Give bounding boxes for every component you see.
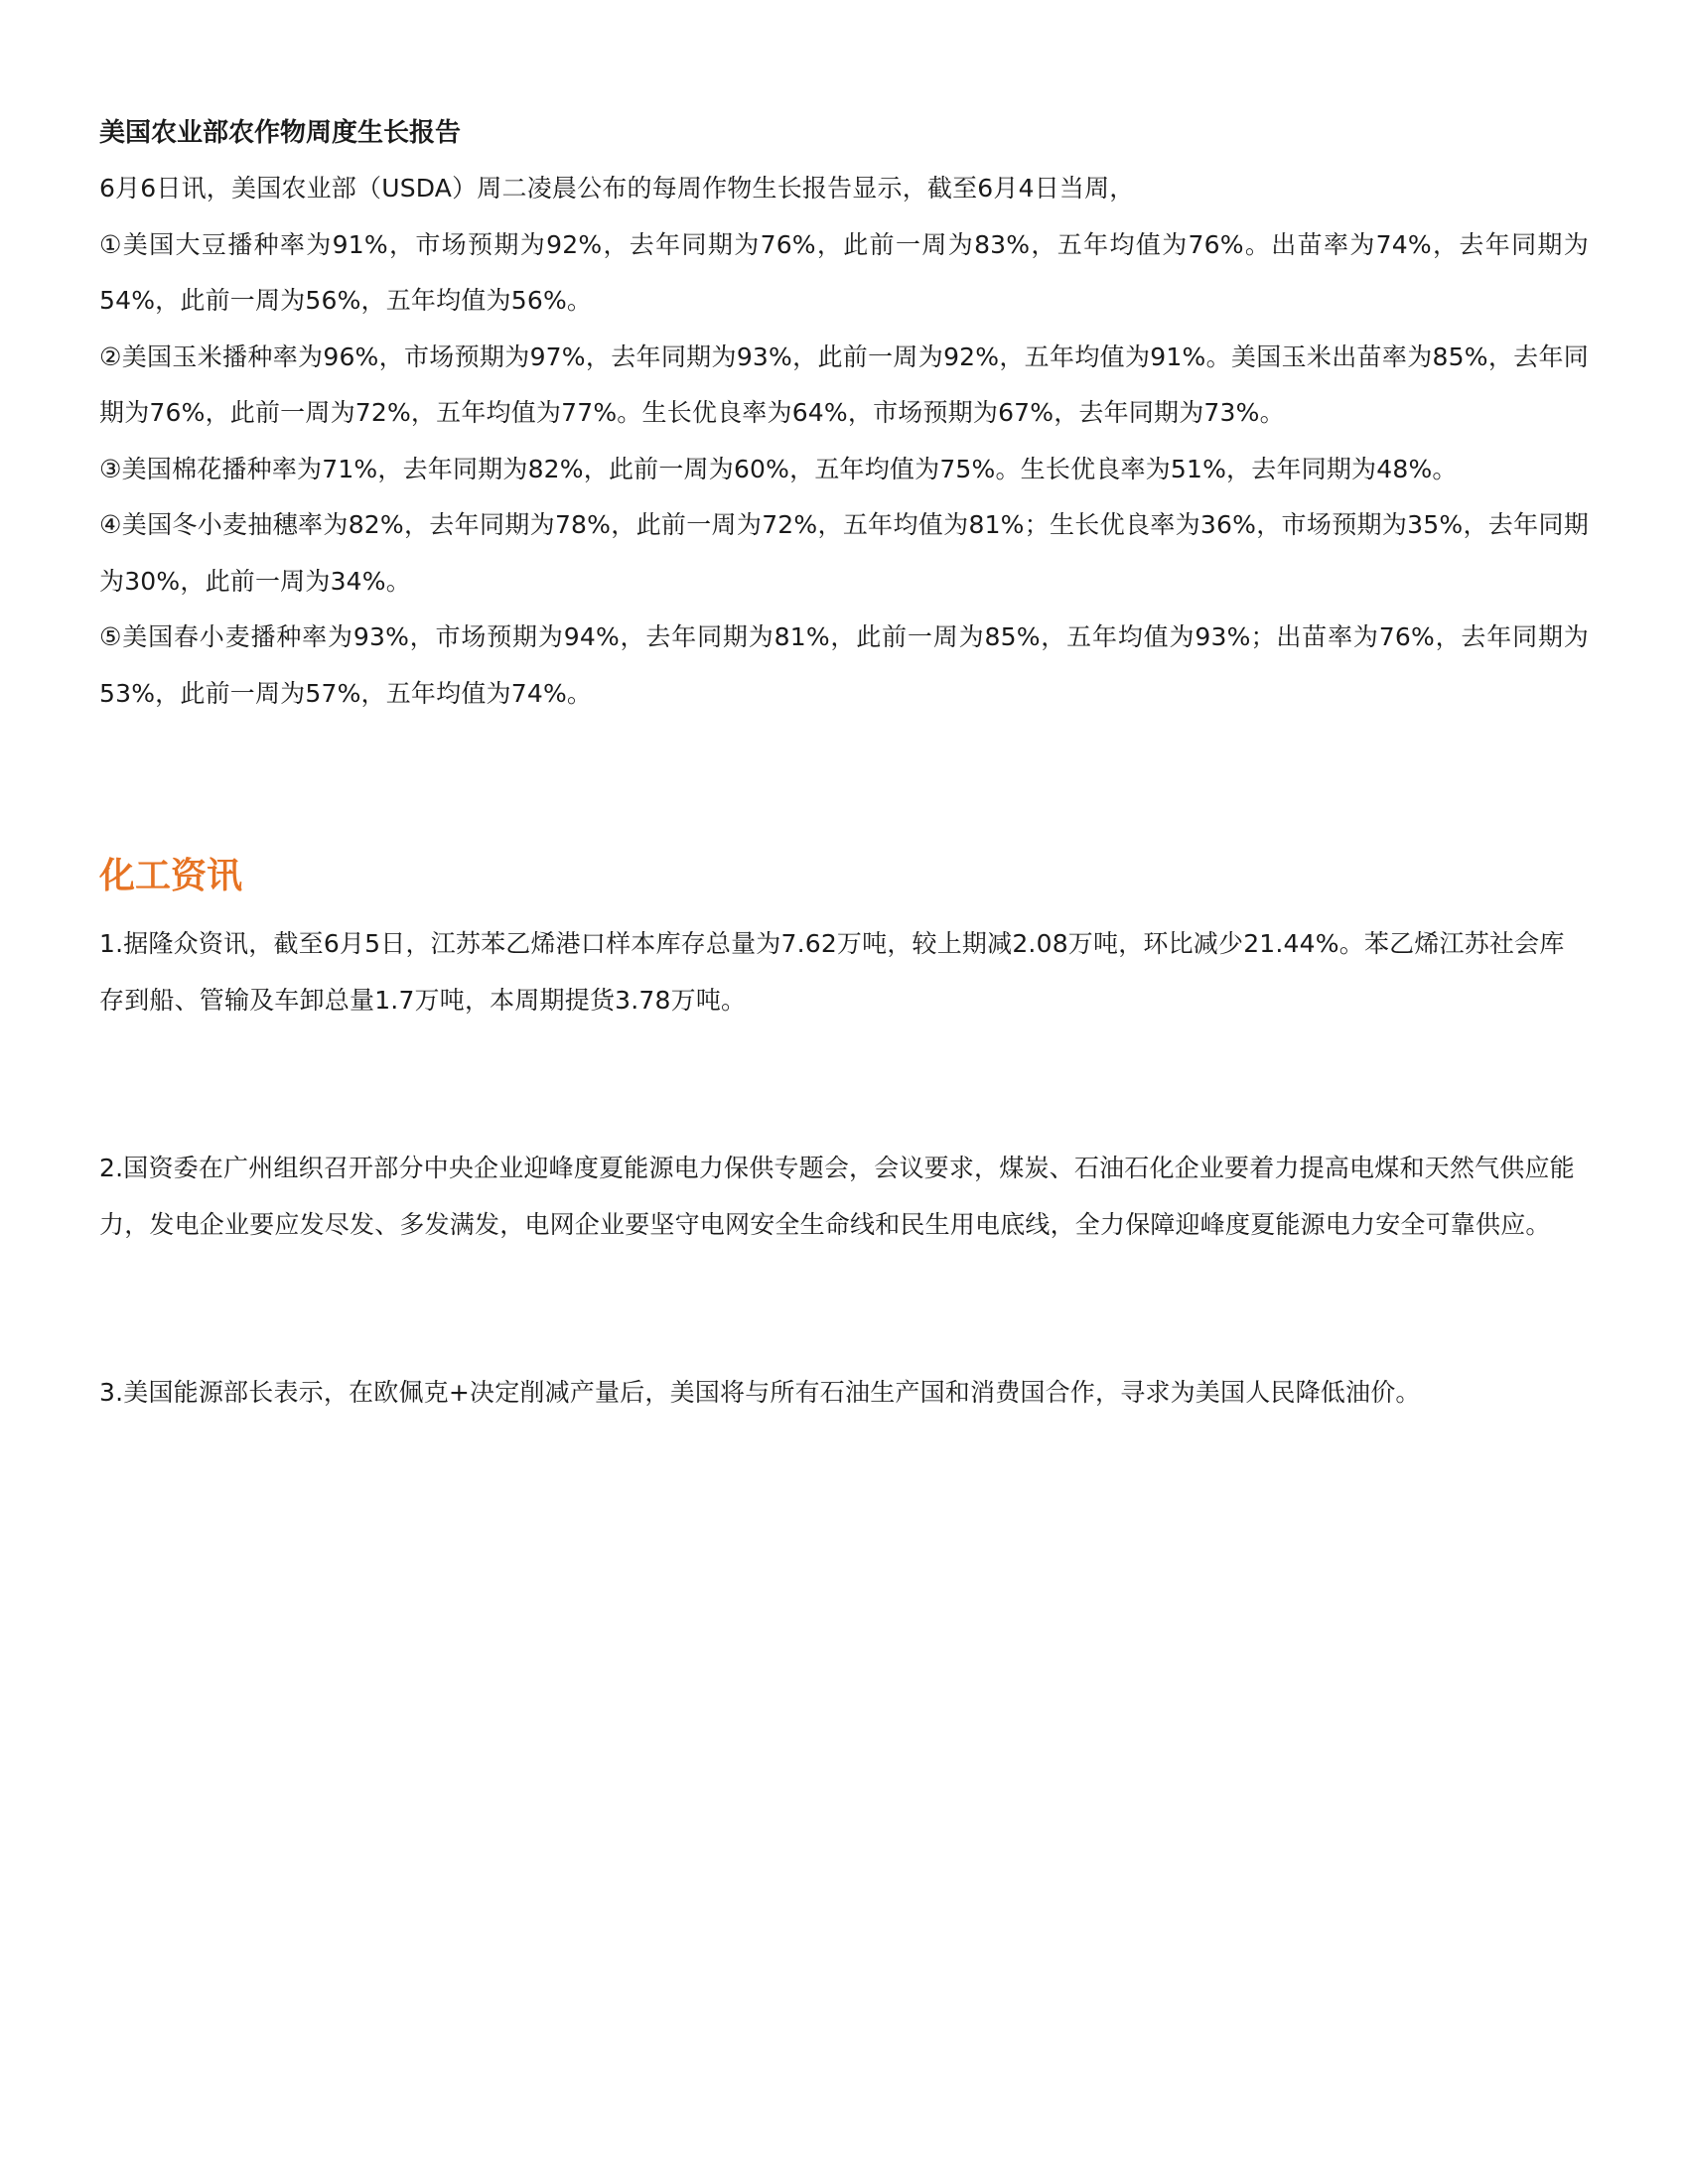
agri-item-winter-wheat: ④美国冬小麦抽穗率为82%，去年同期为78%，此前一周为72%，五年均值为81%；生长优良率为36%，市场预期为35%，去年同期为30%，此前一周为34%。 bbox=[99, 510, 1589, 596]
agri-item-corn: ②美国玉米播种率为96%，市场预期为97%，去年同期为93%，此前一周为92%，五年均值为91%。美国玉米出苗率为85%，去年同期为76%，此前一周为72%，五年均值为77%。生长优良率为64%，市场预期为67%，去年同期为73%。 bbox=[99, 341, 1589, 427]
agri-report-intro: 6月6日讯，美国农业部（USDA）周二凌晨公布的每周作物生长报告显示，截至6月4日当周， bbox=[99, 174, 1135, 203]
chem-news-item-1: 1.据隆众资讯，截至6月5日，江苏苯乙烯港口样本库存总量为7.62万吨，较上期减2.08万吨，环比减少21.44%。苯乙烯江苏社会库存到船、管输及车卸总量1.7万吨，本周期提货3.78万吨。 bbox=[99, 929, 1565, 1015]
agri-report-title: 美国农业部农作物周度生长报告 bbox=[99, 118, 462, 148]
chem-news-section bbox=[99, 847, 1589, 1422]
agri-item-spring-wheat: ⑤美国春小麦播种率为93%，市场预期为94%，去年同期为81%，此前一周为85%，五年均值为93%；出苗率为76%，去年同期为53%，此前一周为57%，五年均值为74%。 bbox=[99, 622, 1589, 708]
agri-report-section bbox=[99, 105, 1589, 722]
agri-item-soybean: ①美国大豆播种率为91%，市场预期为92%，去年同期为76%，此前一周为83%，五年均值为76%。出苗率为74%，去年同期为54%，此前一周为56%，五年均值为56%。 bbox=[99, 229, 1589, 315]
document-page bbox=[99, 105, 1589, 1422]
agri-item-cotton: ③美国棉花播种率为71%，去年同期为82%，此前一周为60%，五年均值为75%。生长优良率为51%，去年同期为48%。 bbox=[99, 454, 1458, 483]
chem-news-item-2: 2.国资委在广州组织召开部分中央企业迎峰度夏能源电力保供专题会，会议要求，煤炭、石油石化企业要着力提高电煤和天然气供应能力，发电企业要应发尽发、多发满发，电网企业要坚守电网安全生命线和民生用电底线，全力保障迎峰度夏能源电力安全可靠供应。 bbox=[99, 1154, 1575, 1239]
chem-section-title: 化工资讯 bbox=[99, 856, 243, 896]
chem-news-item-3: 3.美国能源部长表示，在欧佩克+决定削减产量后，美国将与所有石油生产国和消费国合作，寻求为美国人民降低油价。 bbox=[99, 1378, 1421, 1407]
section-spacer bbox=[99, 722, 1589, 847]
